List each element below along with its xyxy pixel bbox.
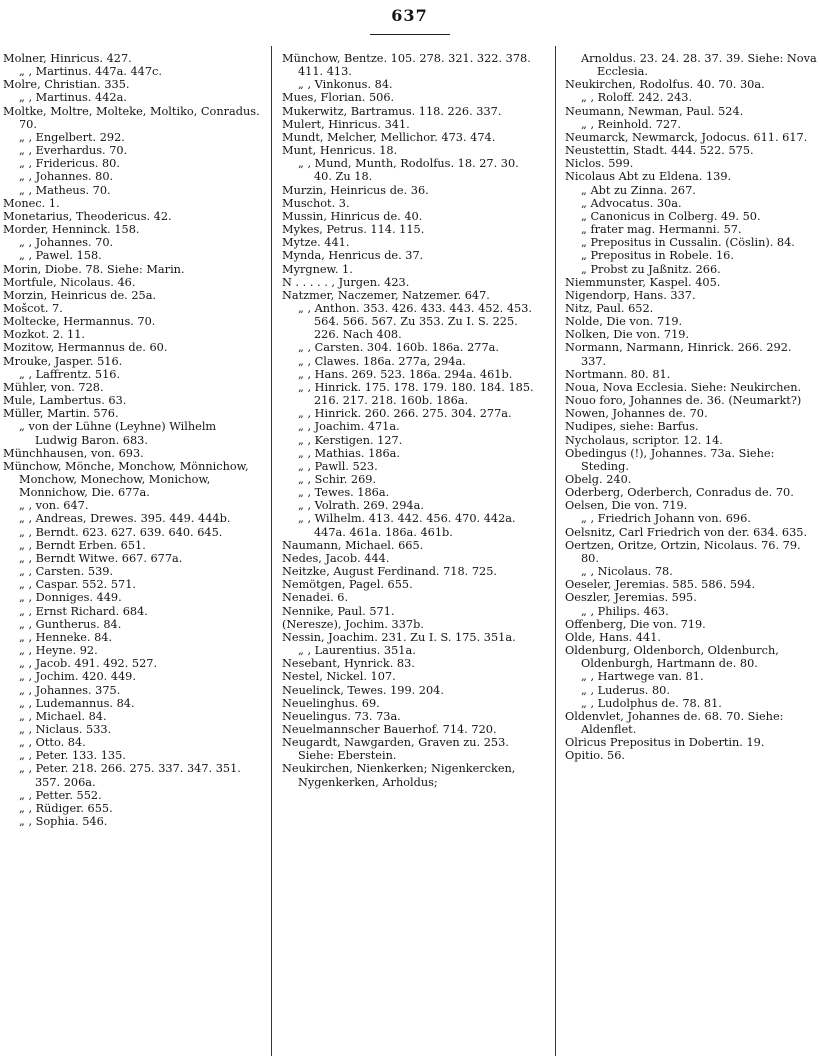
index-entry: Mulert, Hinricus. 341.: [282, 117, 410, 131]
index-entry: Niclos. 599.: [565, 157, 634, 171]
index-entry: „ , Caspar. 552. 571.: [19, 578, 137, 592]
index-entry: „ , Hans. 269. 523. 186a. 294a. 461b.: [298, 367, 513, 381]
index-entry: Myrgnew. 1.: [282, 262, 353, 276]
index-entry: „ , Nicolaus. 78.: [581, 565, 673, 579]
index-entry: „ , Engelbert. 292.: [19, 130, 125, 144]
index-entry: Mozkot. 2. 11.: [3, 328, 86, 342]
index-entry: Neuelinghus. 69.: [282, 696, 380, 710]
index-entry: „ , Martinus. 442a.: [19, 91, 127, 105]
index-entry: „ , Hartwege van. 81.: [581, 670, 704, 684]
index-entry: Oeszler, Jeremias. 595.: [565, 591, 697, 605]
index-entry: Neuelinck, Tewes. 199. 204.: [282, 683, 444, 697]
index-entry: „ , Jacob. 491. 492. 527.: [19, 657, 158, 671]
index-entry: Nessin, Joachim. 231. Zu I. S. 175. 351a.: [282, 630, 516, 644]
index-entry: Mrouke, Jasper. 516.: [3, 354, 123, 368]
index-column-2: [282, 52, 539, 1057]
index-entry: „ , Berndt. 623. 627. 639. 640. 645.: [19, 525, 223, 539]
index-entry: „ , Heyne. 92.: [19, 644, 98, 658]
index-entry: Nitz, Paul. 652.: [565, 301, 654, 315]
index-entry: Oderberg, Oderberch, Conradus de. 70.: [565, 486, 794, 500]
index-entry: Mošcot. 7.: [3, 301, 63, 315]
index-entry: Mühler, von. 728.: [3, 380, 104, 394]
index-entry: Naumann, Michael. 665.: [282, 538, 424, 552]
index-entry: Oelsen, Die von. 719.: [565, 499, 688, 513]
index-entry: „ von der Lühne (Leyhne) Wilhelm Ludwig Baron. 683.: [19, 420, 217, 447]
index-entry: Olricus Prepositus in Dobertin. 19.: [565, 736, 765, 750]
index-entry: Monec. 1.: [3, 196, 60, 210]
index-entry: „ , Niclaus. 533.: [19, 722, 112, 736]
index-entry: Nicolaus Abt zu Eldena. 139.: [565, 170, 732, 184]
index-entry: „ , Henneke. 84.: [19, 630, 113, 644]
index-entry: „ , Berndt Witwe. 667. 677a.: [19, 551, 183, 565]
index-entry: „ , Friedrich Johann von. 696.: [581, 512, 751, 526]
index-entry: Nortmann. 80. 81.: [565, 367, 671, 381]
index-entry: Mynda, Henricus de. 37.: [282, 249, 424, 263]
index-entry: „ , Philips. 463.: [581, 604, 669, 618]
index-entry: Obedingus (!), Johannes. 73a. Siehe: Steding.: [565, 446, 775, 473]
index-entry: Oldenburg, Oldenborch, Oldenburch, Oldenburgh, Hartmann de. 80.: [565, 644, 779, 671]
index-entry: Müller, Martin. 576.: [3, 407, 119, 421]
index-entry: Nycholaus, scriptor. 12. 14.: [565, 433, 723, 447]
index-entry: Oertzen, Oritze, Ortzin, Nicolaus. 76. 79. 80.: [565, 538, 801, 565]
index-entry: Mykes, Petrus. 114. 115.: [282, 223, 425, 237]
index-entry: Mundt, Melcher, Mellichor. 473. 474.: [282, 130, 496, 144]
index-entry: „ , Martinus. 447a. 447c.: [19, 65, 162, 79]
index-entry: Nowen, Johannes de. 70.: [565, 407, 708, 421]
index-entry: Oelsnitz, Carl Friedrich von der. 634. 635.: [565, 525, 808, 539]
index-entry: „ , Carsten. 539.: [19, 565, 114, 579]
index-entry: Nemötgen, Pagel. 655.: [282, 578, 413, 592]
index-entry: Neumann, Newman, Paul. 524.: [565, 104, 744, 118]
index-entry: Arnoldus. 23. 24. 28. 37. 39. Siehe: Nova Ecclesia.: [581, 52, 817, 79]
index-entry: Mukerwitz, Bartramus. 118. 226. 337.: [282, 104, 502, 118]
index-entry: (Neresze), Jochim. 337b.: [282, 617, 424, 631]
index-entry: „ , Jochim. 420. 449.: [19, 670, 136, 684]
index-entry: „ , Guntherus. 84.: [19, 617, 122, 631]
index-entry: „ , Kerstigen. 127.: [298, 433, 403, 447]
index-entry: Neumarck, Newmarck, Jodocus. 611. 617.: [565, 130, 808, 144]
index-entry: „ , Fridericus. 80.: [19, 157, 120, 171]
index-entry: Natzmer, Naczemer, Natzemer. 647.: [282, 288, 490, 302]
index-entry: Opitio. 56.: [565, 749, 626, 763]
index-entry: „ , Ernst Richard. 684.: [19, 604, 148, 618]
index-entry: „ , Peter. 218. 266. 275. 337. 347. 351. 357. 206a.: [19, 762, 241, 789]
index-entry: „ , Michael. 84.: [19, 709, 107, 723]
index-entry: Nenadei. 6.: [282, 591, 349, 605]
index-entry: „ , Roloff. 242. 243.: [581, 91, 693, 105]
index-entry: „ , Carsten. 304. 160b. 186a. 277a.: [298, 341, 499, 355]
index-entry: Neustettin, Stadt. 444. 522. 575.: [565, 144, 754, 158]
index-entry: Munt, Henricus. 18.: [282, 144, 398, 158]
index-entry: „ , Pawll. 523.: [298, 459, 378, 473]
index-entry: „ Abt zu Zinna. 267.: [581, 183, 696, 197]
index-entry: „ , Matheus. 70.: [19, 183, 111, 197]
index-entry: „ Prepositus in Robele. 16.: [581, 249, 734, 263]
index-entry: „ , Petter. 552.: [19, 788, 102, 802]
index-entry: Morder, Henninck. 158.: [3, 223, 140, 237]
index-entry: „ , Johannes. 375.: [19, 683, 121, 697]
index-entry: „ , Peter. 133. 135.: [19, 749, 126, 763]
page-number: 637: [391, 6, 428, 25]
index-entry: „ , Ludemannus. 84.: [19, 696, 135, 710]
index-entry: Muschot. 3.: [282, 196, 350, 210]
index-entry: Nudipes, siehe: Barfus.: [565, 420, 699, 434]
index-entry: Münchow, Mönche, Monchow, Mönnichow, Monchow, Monechow, Monichow, Monnichow, Die. 677a.: [3, 459, 249, 500]
index-entry: „ Prepositus in Cussalin. (Cöslin). 84.: [581, 236, 795, 250]
index-entry: Normann, Narmann, Hinrick. 266. 292. 337.: [565, 341, 792, 368]
index-entry: Nolde, Die von. 719.: [565, 315, 683, 329]
index-entry: „ , Berndt Erben. 651.: [19, 538, 146, 552]
index-column-3: [565, 52, 819, 1057]
index-entry: Morin, Diobe. 78. Siehe: Marin.: [3, 262, 185, 276]
index-entry: Nennike, Paul. 571.: [282, 604, 395, 618]
index-entry: „ , Reinhold. 727.: [581, 117, 681, 131]
index-entry: „ , Wilhelm. 413. 442. 456. 470. 442a. 447a. 461a. 186a. 461b.: [298, 512, 516, 539]
index-entry: Nedes, Jacob. 444.: [282, 551, 390, 565]
index-entry: „ , Rüdiger. 655.: [19, 801, 113, 815]
index-entry: Obelg. 240.: [565, 473, 632, 486]
index-entry: „ , Everhardus. 70.: [19, 144, 128, 158]
index-entry: „ Probst zu Jaßnitz. 266.: [581, 262, 721, 276]
index-entry: „ , Tewes. 186a.: [298, 486, 390, 500]
index-entry: „ , Laurentius. 351a.: [298, 644, 416, 658]
index-entry: Oldenvlet, Johannes de. 68. 70. Siehe: Aldenflet.: [565, 709, 784, 736]
index-entry: „ , Mathias. 186a.: [298, 446, 400, 460]
index-entry: „ , Johannes. 80.: [19, 170, 114, 184]
index-entry: „ , Vinkonus. 84.: [298, 78, 393, 92]
index-entry: „ Canonicus in Colberg. 49. 50.: [581, 209, 761, 223]
index-entry: Mozitow, Hermannus de. 60.: [3, 341, 168, 355]
index-entry: „ , Andreas, Drewes. 395. 449. 444b.: [19, 512, 231, 526]
index-entry: Neugardt, Nawgarden, Graven zu. 253. Siehe: Eberstein.: [282, 736, 509, 763]
header-rule: [370, 34, 450, 35]
index-entry: „ , von. 647.: [19, 499, 89, 513]
index-entry: Münchow, Bentze. 105. 278. 321. 322. 378. 411. 413.: [282, 52, 531, 79]
index-entry: „ , Volrath. 269. 294a.: [298, 499, 424, 513]
index-entry: „ , Donniges. 449.: [19, 591, 122, 605]
index-entry: „ , Hinrick. 175. 178. 179. 180. 184. 185. 216. 217. 218. 160b. 186a.: [298, 380, 534, 408]
index-entry: „ , Schir. 269.: [298, 473, 377, 486]
index-entry: Nouo foro, Johannes de. 36. (Neumarkt?): [565, 394, 802, 408]
index-column-1: [3, 52, 261, 1057]
index-entry: „ , Luderus. 80.: [581, 683, 670, 697]
index-entry: Olde, Hans. 441.: [565, 630, 661, 644]
index-entry: Neuelingus. 73. 73a.: [282, 709, 401, 723]
index-entry: Neuelmannscher Bauerhof. 714. 720.: [282, 722, 497, 736]
index-entry: „ , Clawes. 186a. 277a, 294a.: [298, 354, 466, 368]
index-entry: „ , Mund, Munth, Rodolfus. 18. 27. 30. 40. Zu 18.: [298, 157, 519, 184]
index-entry: Oeseler, Jeremias. 585. 586. 594.: [565, 578, 756, 592]
index-entry: Moltecke, Hermannus. 70.: [3, 315, 156, 329]
index-entry: Mues, Florian. 506.: [282, 91, 395, 105]
column-divider: [271, 46, 272, 1056]
index-entry: Nolken, Die von. 719.: [565, 328, 690, 342]
index-entry: Moltke, Moltre, Molteke, Moltiko, Conradus. 70.: [3, 104, 260, 131]
column-divider: [555, 46, 556, 1056]
index-entry: „ , Sophia. 546.: [19, 815, 108, 829]
index-entry: „ , Anthon. 353. 426. 433. 443. 452. 453. 564. 566. 567. Zu 353. Zu I. S. 225. 226. Nach 408.: [298, 301, 533, 342]
index-entry: Neukirchen, Nienkerken; Nigenkercken, Nygenkerken, Arholdus;: [282, 762, 516, 789]
index-entry: „ , Otto. 84.: [19, 736, 86, 750]
index-entry: Mortfule, Nicolaus. 46.: [3, 275, 136, 289]
index-entry: Morzin, Heinricus de. 25a.: [3, 288, 157, 302]
index-entry: „ , Joachim. 471a.: [298, 420, 400, 434]
index-entry: Neitzke, August Ferdinand. 718. 725.: [282, 565, 498, 579]
index-entry: Murzin, Heinricus de. 36.: [282, 183, 429, 197]
index-entry: „ , Laffrentz. 516.: [19, 367, 121, 381]
index-entry: Mule, Lambertus. 63.: [3, 394, 127, 408]
index-entry: „ , Ludolphus de. 78. 81.: [581, 696, 722, 710]
index-entry: „ , Hinrick. 260. 266. 275. 304. 277a.: [298, 407, 512, 421]
index-entry: Offenberg, Die von. 719.: [565, 617, 706, 631]
index-entry: Nigendorp, Hans. 337.: [565, 288, 696, 302]
index-entry: „ frater mag. Hermanni. 57.: [581, 223, 742, 237]
index-entry: Münchhausen, von. 693.: [3, 446, 144, 460]
index-entry: Monetarius, Theodericus. 42.: [3, 209, 172, 223]
index-entry: Nesebant, Hynrick. 83.: [282, 657, 415, 671]
index-entry: „ , Pawel. 158.: [19, 249, 102, 263]
index-entry: Mussin, Hinricus de. 40.: [282, 209, 423, 223]
index-entry: Nestel, Nickel. 107.: [282, 670, 396, 684]
index-entry: Mytze. 441.: [282, 236, 350, 250]
index-entry: Molre, Christian. 335.: [3, 78, 130, 92]
index-entry: „ , Johannes. 70.: [19, 236, 114, 250]
index-entry: Niemmunster, Kaspel. 405.: [565, 275, 721, 289]
index-entry: „ Advocatus. 30a.: [581, 196, 682, 210]
index-entry: N . . . . . , Jurgen. 423.: [282, 275, 410, 289]
index-entry: Neukirchen, Rodolfus. 40. 70. 30a.: [565, 78, 765, 92]
index-entry: Noua, Nova Ecclesia. Siehe: Neukirchen.: [565, 380, 802, 394]
index-entry: Molner, Hinricus. 427.: [3, 52, 132, 65]
